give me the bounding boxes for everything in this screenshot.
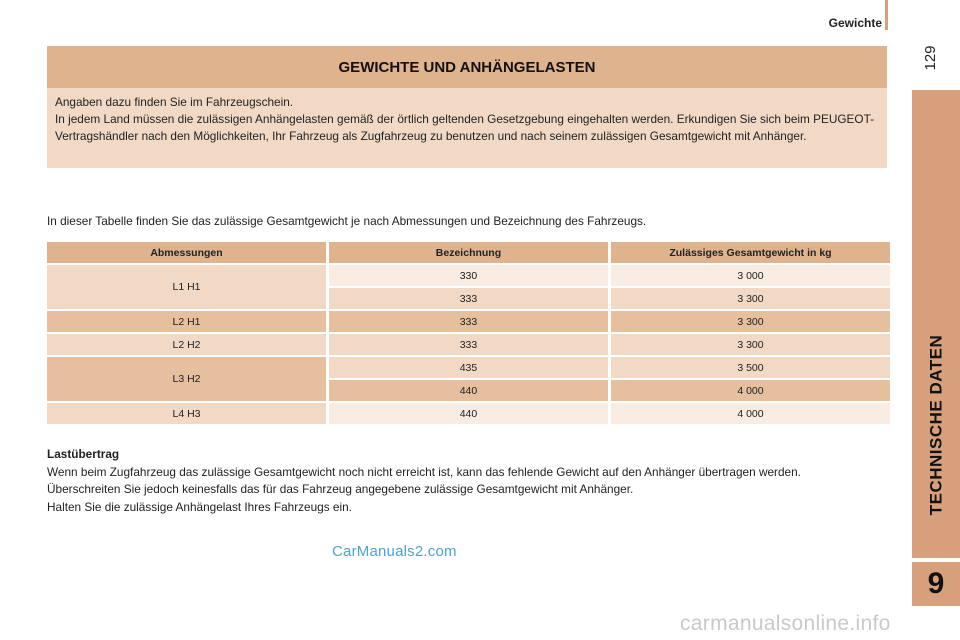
info-box — [47, 46, 887, 168]
chapter-title — [912, 90, 960, 560]
section-label: Gewichte — [828, 16, 882, 30]
chapter-number: 9 — [912, 562, 960, 606]
dimension-cell: L4 H3 — [47, 403, 326, 424]
load-transfer-line-3: Halten Sie die zulässige Anhängelast Ihres Fahrzeugs ein. — [47, 499, 352, 514]
side-tab-separator — [912, 558, 960, 561]
dimension-cell: L2 H1 — [47, 311, 326, 332]
header-designation: Bezeichnung — [326, 242, 608, 263]
table-row — [47, 357, 890, 378]
load-transfer-line-2: Überschreiten Sie jedoch keinesfalls das für das Fahrzeug angegebene zulässige Gesamtgewicht mit Anhänger. — [47, 482, 634, 496]
watermark-carmanuals2[interactable]: CarManuals2.com — [332, 543, 457, 560]
table-row — [47, 311, 890, 332]
designation-cell: 440 — [326, 403, 608, 424]
designation-cell: 333 — [326, 288, 608, 309]
weight-cell: 4 000 — [608, 380, 890, 401]
load-transfer-heading: Lastübertrag — [47, 447, 120, 461]
weight-cell: 3 300 — [608, 288, 890, 309]
info-line-1: Angaben dazu finden Sie im Fahrzeugschein. — [55, 95, 294, 109]
weight-cell: 3 300 — [608, 334, 890, 355]
header-dimensions: Abmessungen — [47, 242, 326, 263]
dimension-cell: L2 H2 — [47, 334, 326, 355]
chapter-title-text: TECHNISCHE DATEN — [926, 334, 945, 516]
info-line-2: In jedem Land müssen die zulässigen Anhängelasten gemäß der örtlich geltenden Gesetzgebung eingehalten werden. Erkundigen Sie sich beim PEUGEOT-Vertragshändler nach den Möglichkeiten, Ihr Fahrzeug als Zugfahrzeug zu benutzen und nach seinem zulässigen Gesamtgewicht mit Anhänger. — [55, 112, 875, 143]
weight-cell: 3 500 — [608, 357, 890, 378]
table-row — [47, 334, 890, 355]
designation-cell: 440 — [326, 380, 608, 401]
table-header-row — [47, 242, 890, 263]
designation-cell: 333 — [326, 334, 608, 355]
dimension-cell: L3 H2 — [47, 357, 326, 401]
load-transfer-section — [47, 446, 897, 516]
weight-cell: 4 000 — [608, 403, 890, 424]
header-weight: Zulässiges Gesamtgewicht in kg — [608, 242, 890, 263]
watermark-carmanualsonline[interactable]: carmanualsonline.info — [680, 612, 891, 635]
dimension-cell: L1 H1 — [47, 265, 326, 309]
designation-cell: 333 — [326, 311, 608, 332]
header-rule — [885, 0, 888, 30]
page-number: 129 — [921, 45, 939, 71]
intro-text: In dieser Tabelle finden Sie das zulässige Gesamtgewicht je nach Abmessungen und Bezeichnung des Fahrzeugs. — [47, 214, 647, 228]
table-row — [47, 403, 890, 424]
designation-cell: 330 — [326, 265, 608, 286]
weight-cell: 3 300 — [608, 311, 890, 332]
info-box-body — [47, 88, 887, 168]
info-box-title: GEWICHTE UND ANHÄNGELASTEN — [47, 46, 887, 88]
designation-cell: 435 — [326, 357, 608, 378]
weight-cell: 3 000 — [608, 265, 890, 286]
weights-table — [47, 240, 890, 426]
table-row — [47, 265, 890, 286]
load-transfer-line-1: Wenn beim Zugfahrzeug das zulässige Gesamtgewicht noch nicht erreicht ist, kann das fehlende Gewicht auf den Anhänger übertragen werden. — [47, 464, 801, 479]
